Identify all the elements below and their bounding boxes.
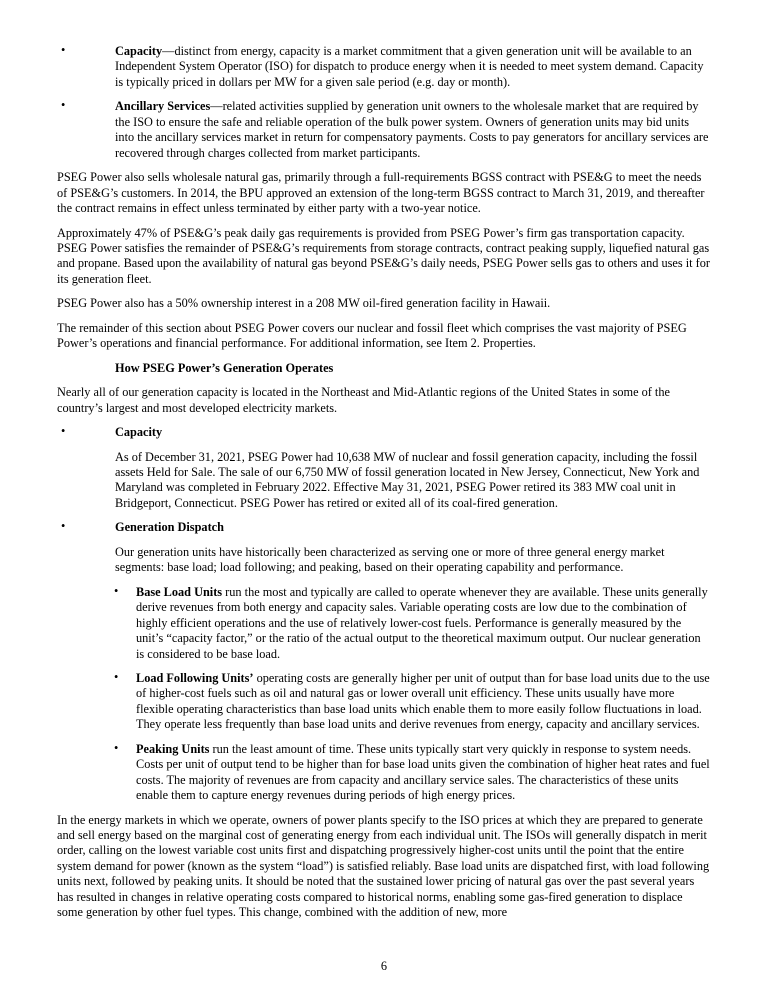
term-text: operating costs are generally higher per unit of output than for base load units due to the use of higher-cost fuels such as oil and natural gas or lower overall unit efficiency. These units usually have more flexible operating characteristics than base load units which enable them to more easily follow fluctuations in load. They operate less frequently than base load units and derive revenues from energy, capacity and ancillary services. [136,670,710,732]
paragraph-hawaii-facility: PSEG Power also has a 50% ownership interest in a 208 MW oil-fired generation facility in Hawaii. [57,296,551,311]
paragraph-section-remainder: The remainder of this section about PSEG Power covers our nuclear and fossil fleet which comprises the vast majority of PSEG Power’s operations and financial performance. For additional information, see Item 2. Properties. [57,320,687,351]
term-text: run the most and typically are called to operate whenever they are available. These units generally derive revenues from both energy and capacity sales. Variable operating costs are low due to the combination of highly efficient operations and the use of relatively lower-cost fuels. Performance is generally measured by the unit’s “capacity factor,” or the ratio of the actual output to the theoretical maximum output. Our nuclear generation is considered to be base load. [136,584,708,661]
bullet-item-ancillary-definition [57,99,711,161]
term-label: Peaking Units [136,741,210,756]
bullet-marker: • [114,669,119,684]
paragraph-dispatch-intro: Our generation units have historically been characterized as serving one or more of three general energy market segments: base load; load following; and peaking, based on their operating capability and performance. [115,544,665,575]
paragraph-capacity-location: Nearly all of our generation capacity is located in the Northeast and Mid-Atlantic regions of the United States in some of the country’s largest and most developed electricity markets. [57,385,670,415]
section-heading-generation-operates: How PSEG Power’s Generation Operates [115,360,334,375]
term-text: run the least amount of time. These units typically start very quickly in response to system needs. Costs per unit of output tend to be higher than for base load units given the combination of higher heat rates and fuel costs. The majority of revenues are from capacity and ancillary service sales. The characteristics of these units enable them to capture energy revenues during periods of high energy prices. [136,741,710,803]
bullet-marker: • [114,583,119,598]
sub-bullet-load-following-units [113,671,711,733]
page-number: 6 [380,959,388,973]
term-label: Ancillary Services [115,99,211,114]
term-label: Base Load Units [136,584,223,599]
paragraph-capacity-detail: As of December 31, 2021, PSEG Power had 10,638 MW of nuclear and fossil generation capacity, including the fossil assets Held for Sale. The sale of our 6,750 MW of fossil generation located in New Jersey, Connecticut, New York and Maryland was completed in February 2022. Effective May 31, 2021, PSEG Power retired its 383 MW coal unit in Bridgeport, Connecticut. PSEG Power has retired or exited all of its coal-fired generation. [115,449,700,510]
bullet-marker: • [61,43,66,57]
bullet-marker: • [61,98,66,113]
term-label: Capacity [115,44,163,58]
bullet-item-capacity-definition [57,44,711,90]
bullet-label: Generation Dispatch [115,520,224,535]
paragraph-gas-supply: Approximately 47% of PSE&G’s peak daily gas requirements is provided from PSEG Power’s firm gas transportation capacity. PSEG Power satisfies the remainder of PSE&G’s requirements from storage contracts, contract peaking supply, liquefied natural gas and propane. Based upon the availability of natural gas beyond PSE&G’s daily needs, PSEG Power sells gas to others and uses it for its generation fleet. [57,225,710,286]
bullet-item-generation-dispatch [57,520,711,535]
sub-bullet-peaking-units [113,742,711,804]
sub-bullet-base-load-units [113,585,711,662]
bullet-label: Capacity [115,425,163,440]
bullet-marker: • [61,424,66,439]
bullet-marker: • [114,740,119,755]
paragraph-energy-markets: In the energy markets in which we operate, owners of power plants specify to the ISO prices at which they are prepared to generate and sell energy based on the marginal cost of generating energy from each individual unit. The ISOs will generally dispatch in merit order, calling on the lowest variable cost units first and dispatching progressively higher-cost units until the point that the entire system demand for power (known as the system “load”) is satisfied reliably. Base load units are dispatched first, with load following units next, followed by peaking units. It should be noted that the sustained lower pricing of natural gas over the past several years has resulted in changes in relative operating costs compared to historical norms, enabling some gas-fired generation to displace some generation by other fuel types. This change, combined with the addition of new, more [57,812,710,920]
bullet-item-capacity [57,425,711,440]
term-text: —distinct from energy, capacity is a market commitment that a given generation unit will be available to an Independent System Operator (ISO) for dispatch to produce energy when it is needed to meet system demand. Capacity is typically priced in dollars per MW for a given sale period (e.g. day or month). [115,44,704,89]
document-body [57,44,711,930]
term-text: —related activities supplied by generation unit owners to the wholesale market that are required by the ISO to ensure the safe and reliable operation of the bulk power system. Owners of generation units may bid units into the ancillary services market in return for compensatory payments. Costs to pay generators for ancillary services are recovered through charges collected from market participants. [115,99,709,160]
paragraph-bgss-contract: PSEG Power also sells wholesale natural gas, primarily through a full-requirements BGSS contract with PSE&G to meet the needs of PSE&G’s customers. In 2014, the BPU approved an extension of the long-term BGSS contract to March 31, 2019, and thereafter the contract remains in effect unless terminated by either party with a two-year notice. [57,170,705,216]
term-label: Load Following Units’ [136,670,254,685]
bullet-marker: • [61,519,66,534]
